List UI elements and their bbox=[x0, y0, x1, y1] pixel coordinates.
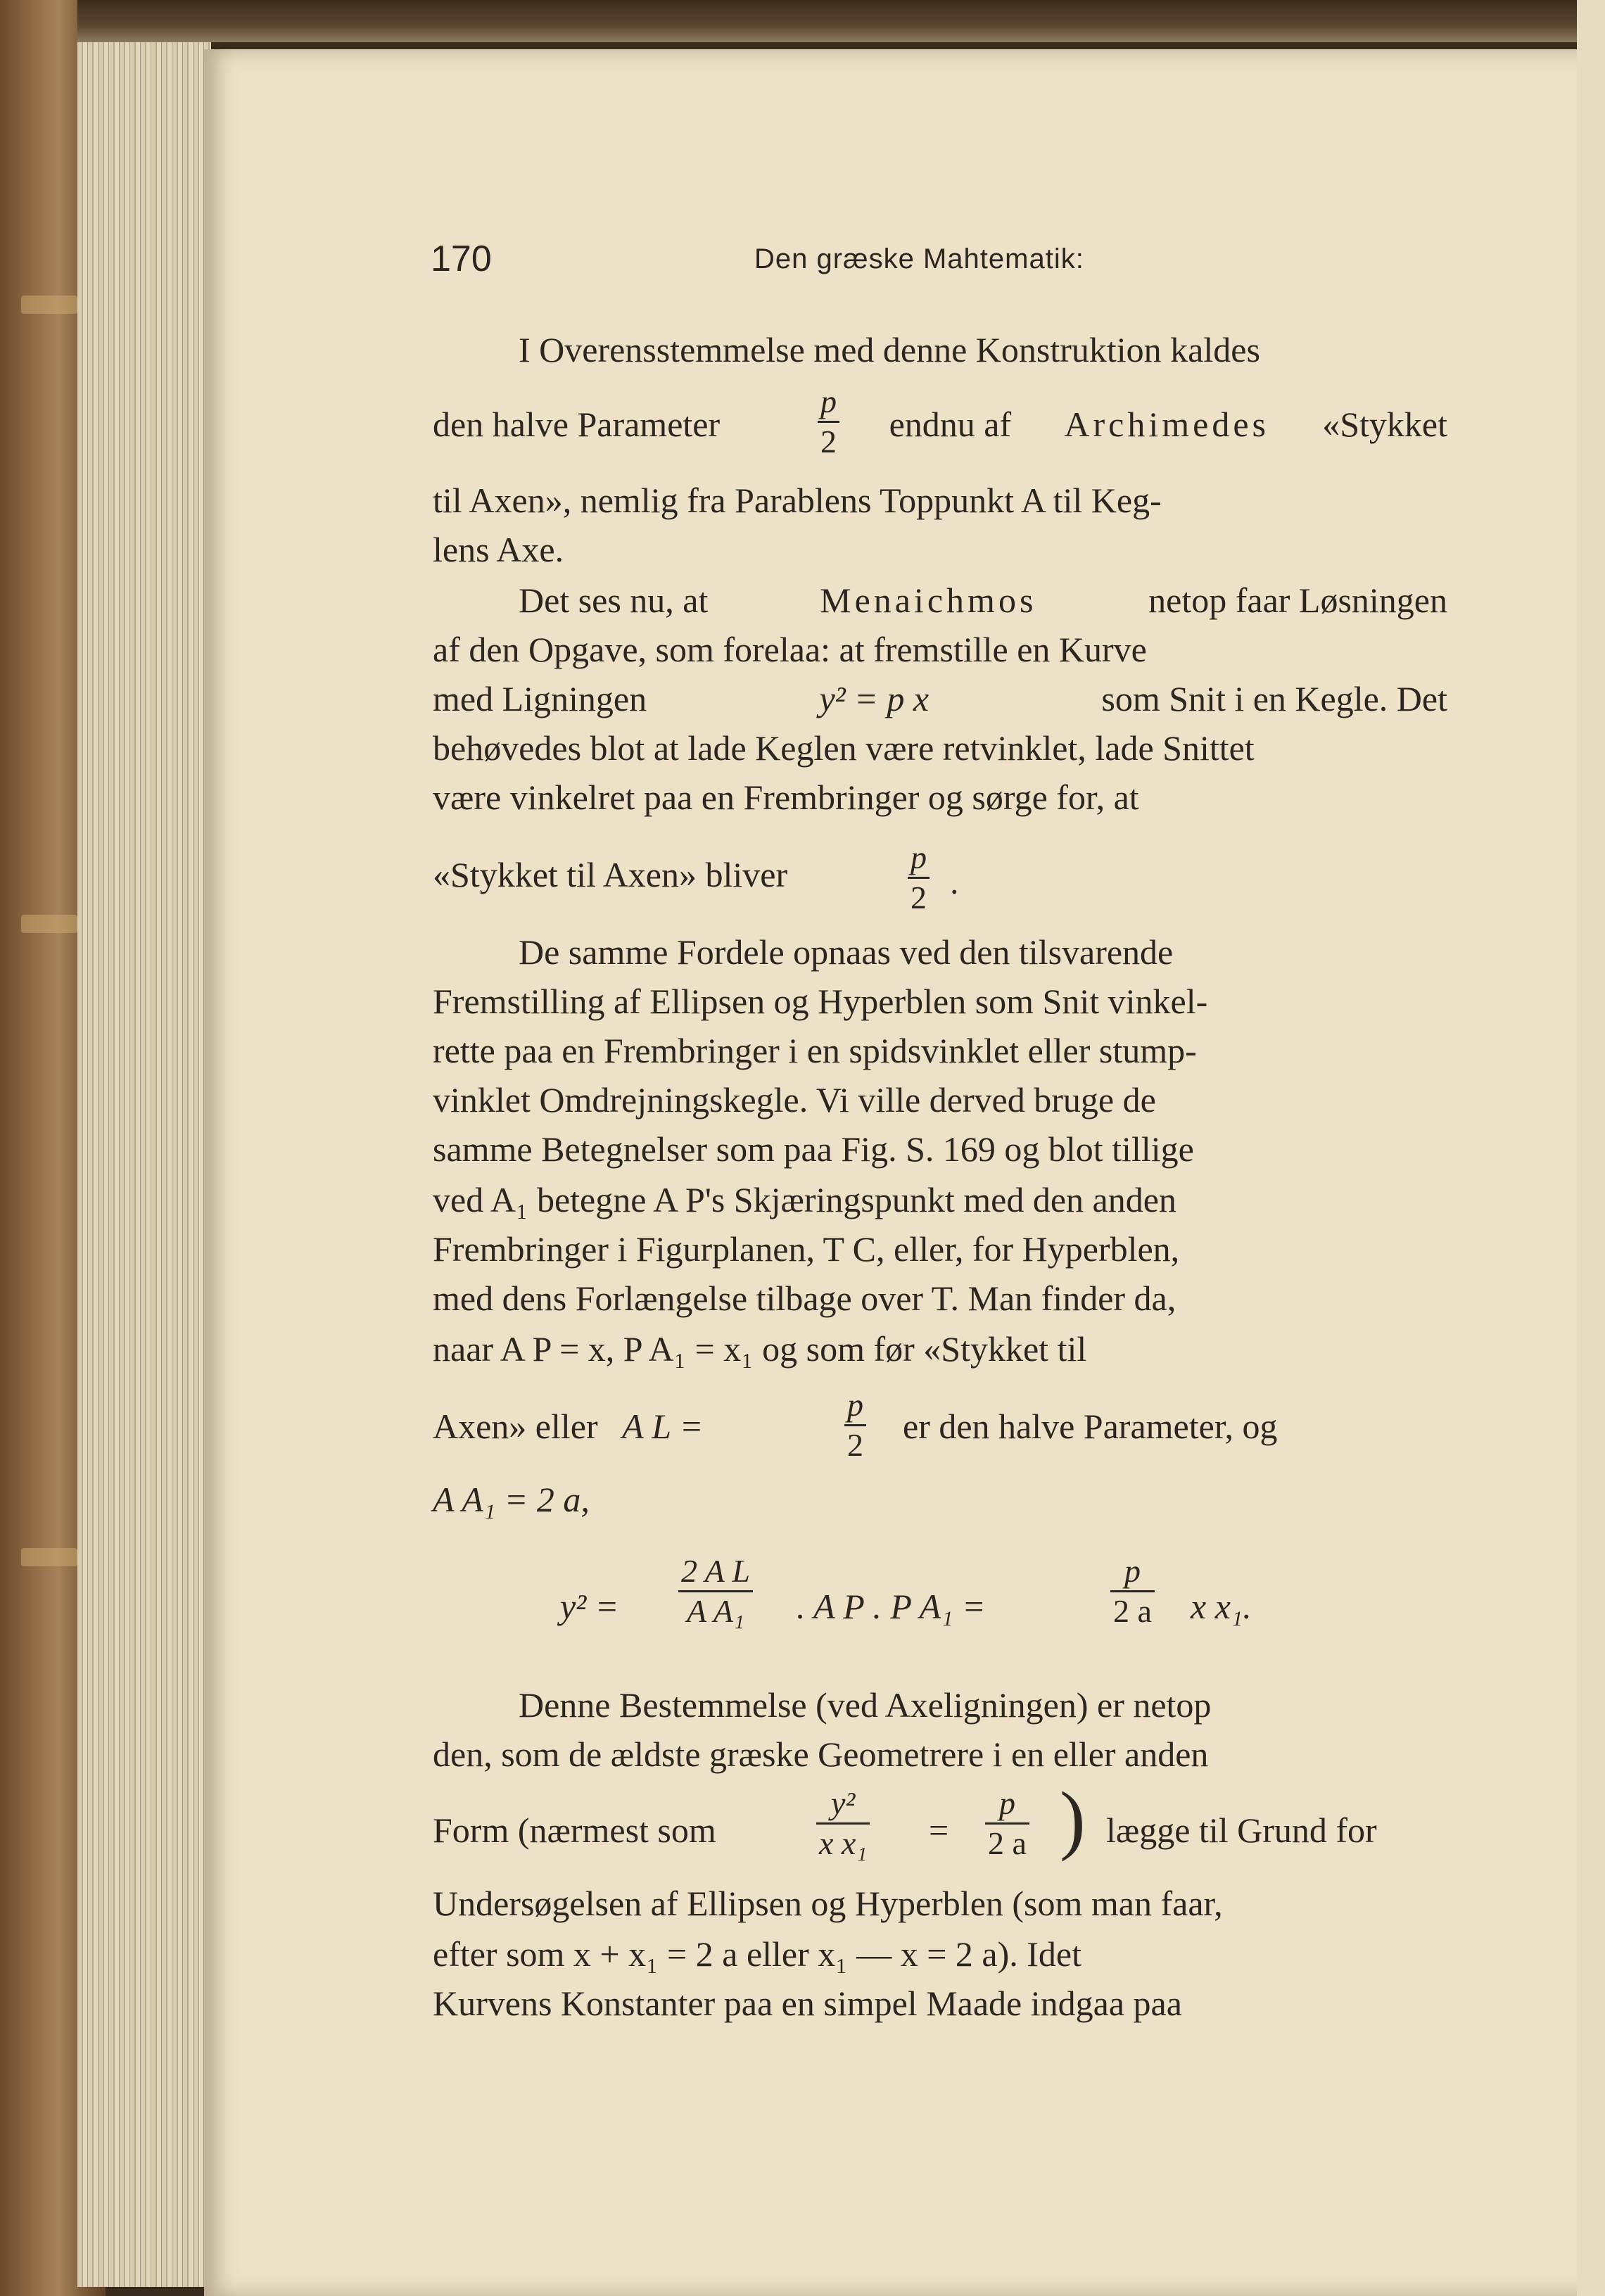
text-line: naar A P = x, P A₁ = x₁ og som før «Stykket til bbox=[433, 1329, 1087, 1369]
text-span: Det ses nu, at bbox=[519, 581, 709, 620]
fraction-numerator: 2 A L bbox=[681, 1553, 751, 1589]
text-line: den, som de ældste græske Geometrere i en eller anden bbox=[433, 1734, 1209, 1774]
fraction-denominator: 2 bbox=[847, 1427, 863, 1463]
fraction-numerator: y² bbox=[831, 1785, 856, 1821]
text-line: med dens Forlængelse tilbage over T. Man finder da, bbox=[433, 1279, 1176, 1318]
closing-paren: ) bbox=[1060, 1776, 1086, 1862]
spine-decoration bbox=[21, 1548, 77, 1566]
text-line: Fremstilling af Ellipsen og Hyperblen som Snit vinkel- bbox=[433, 982, 1208, 1021]
page-number: 170 bbox=[431, 239, 492, 279]
text-line: være vinkelret paa en Frembringer og sørge for, at bbox=[433, 778, 1139, 817]
text-span: Axen» eller bbox=[433, 1407, 598, 1446]
author-name: Menaichmos bbox=[820, 581, 1037, 620]
fraction-denominator: 2 a bbox=[988, 1825, 1027, 1861]
text-line: vinklet Omdrejningskegle. Vi ville derved bruge de bbox=[433, 1080, 1156, 1120]
author-name: Archimedes bbox=[1064, 405, 1269, 444]
text-span: «Stykket bbox=[1322, 405, 1447, 444]
text-line: «Stykket til Axen» bliver bbox=[433, 855, 788, 894]
text-line: behøvedes blot at lade Keglen være retvinklet, lade Snittet bbox=[433, 728, 1255, 768]
fraction-numerator: p bbox=[998, 1785, 1015, 1821]
text-line: rette paa en Frembringer i en spidsvinklet eller stump- bbox=[433, 1031, 1197, 1070]
text-span: netop faar Løsningen bbox=[1148, 581, 1447, 620]
fraction-numerator: p bbox=[911, 839, 927, 875]
text-line: Kurvens Konstanter paa en simpel Maade indgaa paa bbox=[433, 1984, 1182, 2023]
text-line bbox=[433, 1409, 1447, 1444]
text-line: Frembringer i Figurplanen, T C, eller, for Hyperblen, bbox=[433, 1229, 1180, 1269]
fraction-denominator: 2 bbox=[911, 880, 927, 915]
text-span: lægge til Grund for bbox=[1106, 1810, 1377, 1850]
text-line: lens Axe. bbox=[433, 530, 564, 569]
fraction-denominator: A A₁ bbox=[687, 1593, 745, 1629]
fraction-p-over-2a bbox=[985, 1787, 1029, 1860]
spine-decoration bbox=[21, 915, 77, 933]
text-line bbox=[433, 681, 1447, 716]
text-line: I Overensstemmelse med denne Konstruktion kaldes bbox=[519, 330, 1260, 369]
text-line: Undersøgelsen af Ellipsen og Hyperblen (som man faar, bbox=[433, 1884, 1223, 1923]
fraction-denominator: x x₁ bbox=[819, 1825, 868, 1861]
fraction-denominator: 2 bbox=[820, 424, 837, 459]
text-line bbox=[519, 583, 1447, 618]
text-span: endnu af bbox=[889, 405, 1012, 444]
running-title: Den græske Mahtematik: bbox=[754, 243, 1084, 274]
text-line: ved A₁ betegne A P's Skjæringspunkt med den anden bbox=[433, 1180, 1176, 1219]
fraction-numerator: p bbox=[820, 383, 837, 419]
fraction-p-over-2 bbox=[844, 1389, 866, 1461]
fraction-p-over-2 bbox=[818, 383, 839, 459]
fraction-numerator: p bbox=[1124, 1553, 1141, 1589]
equation-inline: A L = bbox=[622, 1407, 704, 1446]
top-edge bbox=[77, 0, 1605, 42]
equation-middle: . A P . P A₁ = bbox=[797, 1587, 986, 1626]
text-span: som Snit i en Kegle. Det bbox=[1101, 679, 1447, 718]
page-right-margin bbox=[1577, 0, 1605, 2296]
text-line bbox=[433, 407, 1447, 442]
text-line: til Axen», nemlig fra Parablens Toppunkt A til Keg- bbox=[433, 481, 1162, 520]
text-line: samme Betegnelser som paa Fig. S. 169 og blot tillige bbox=[433, 1129, 1194, 1169]
fraction-numerator: p bbox=[847, 1387, 863, 1423]
fraction-denominator: 2 a bbox=[1113, 1593, 1152, 1629]
text-span: med Ligningen bbox=[433, 679, 647, 718]
equation-line: A A₁ = 2 a, bbox=[433, 1480, 590, 1519]
text-span: den halve Parameter bbox=[433, 405, 721, 444]
text-line: De samme Fordele opnaas ved den tilsvarende bbox=[519, 932, 1174, 972]
fraction-p-over-2a bbox=[1110, 1555, 1155, 1628]
spine-decoration bbox=[21, 296, 77, 314]
fraction-2al-over-aa1 bbox=[678, 1555, 753, 1628]
page-edges bbox=[77, 28, 211, 2287]
equation-lhs: y² = bbox=[560, 1587, 619, 1626]
equation-inline: y² = p x bbox=[819, 679, 930, 718]
fraction-y2-over-xx1 bbox=[816, 1787, 870, 1860]
equation-rhs: x x₁. bbox=[1191, 1587, 1252, 1626]
text-span: Form (nærmest som bbox=[433, 1810, 716, 1850]
equals-sign: = bbox=[929, 1810, 949, 1850]
fraction-p-over-2 bbox=[908, 839, 930, 915]
text-span: er den halve Parameter, og bbox=[903, 1407, 1278, 1446]
period: . bbox=[950, 862, 959, 901]
text-line: af den Opgave, som forelaa: at fremstille en Kurve bbox=[433, 630, 1147, 669]
text-line: efter som x + x₁ = 2 a eller x₁ — x = 2 a). Idet bbox=[433, 1934, 1081, 1974]
text-line: Denne Bestemmelse (ved Axeligningen) er netop bbox=[519, 1685, 1212, 1725]
